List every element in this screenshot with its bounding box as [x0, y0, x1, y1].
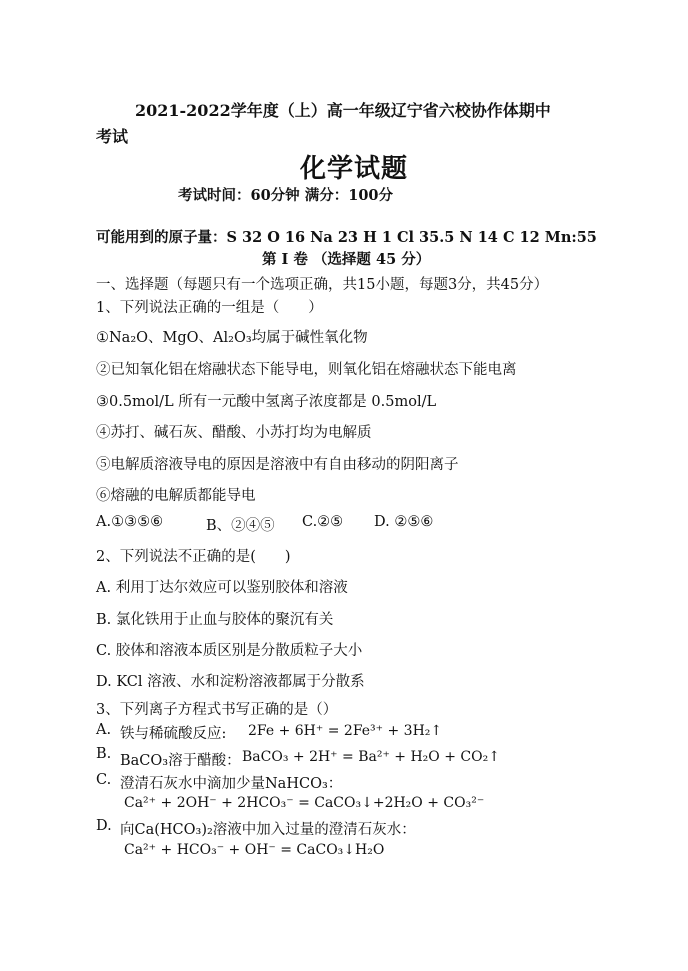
question-2-stem: 2、下列说法不正确的是( )	[96, 549, 291, 565]
q1-option-c: C.②⑤	[302, 514, 344, 530]
question-1-stem: 1、下列说法正确的一组是（ ）	[96, 300, 323, 316]
q1-item-5: ⑤电解质溶液导电的原因是溶液中有自由移动的阴阳离子	[96, 457, 459, 473]
volume-heading: 第 I 卷 （选择题 45 分）	[262, 251, 431, 268]
q3-option-b-text: BaCO₃溶于醋酸：	[120, 753, 241, 769]
q3-option-a-text: 铁与稀硫酸反应:	[120, 726, 227, 742]
q1-item-4: ④苏打、碱石灰、醋酸、小苏打均为电解质	[96, 425, 372, 441]
q3-option-b-equation: BaCO₃ + 2H⁺ = Ba²⁺ + H₂O + CO₂↑	[242, 749, 500, 765]
q1-item-1: ①Na₂O、MgO、Al₂O₃均属于碱性氧化物	[96, 330, 368, 346]
q3-option-d-equation: Ca²⁺ + HCO₃⁻ + OH⁻ = CaCO₃↓H₂O	[124, 842, 385, 858]
q3-option-d-label: D.	[96, 818, 112, 834]
exam-title-line1: 2021-2022学年度（上）高一年级辽宁省六校协作体期中	[135, 101, 551, 120]
q1-item-2: ②已知氧化铝在熔融状态下能导电，则氧化铝在熔融状态下能电离	[96, 362, 517, 378]
q3-option-c-text: 澄清石灰水中滴加少量NaHCO₃：	[120, 776, 343, 792]
q1-item-3: ③0.5mol/L 所有一元酸中氢离子浓度都是 0.5mol/L	[96, 394, 437, 410]
q1-option-d: D. ②⑤⑥	[374, 514, 434, 530]
exam-info: 考试时间：60分钟 满分：100分	[178, 187, 393, 204]
q1-option-a: A.①③⑤⑥	[96, 514, 164, 530]
q3-option-c-label: C.	[96, 772, 112, 788]
q2-option-d: D. KCl 溶液、水和淀粉溶液都属于分散系	[96, 674, 365, 690]
q1-option-b: B、②④⑤	[206, 518, 275, 534]
section-heading: 一、选择题（每题只有一个选项正确，共15小题，每题3分，共45分）	[96, 277, 549, 293]
q2-option-c: C. 胶体和溶液本质区别是分散质粒子大小	[96, 643, 363, 659]
q3-option-b-label: B.	[96, 746, 112, 762]
q2-option-a: A. 利用丁达尔效应可以鉴别胶体和溶液	[96, 580, 348, 596]
subject-title: 化学试题	[300, 154, 409, 184]
q3-option-d-text: 向Ca(HCO₃)₂溶液中加入过量的澄清石灰水：	[120, 822, 416, 838]
q3-option-a-label: A.	[96, 722, 112, 738]
atomic-masses: 可能用到的原子量：S 32 O 16 Na 23 H 1 Cl 35.5 N 14 C 12 Mn:55	[96, 229, 597, 246]
question-3-stem: 3、下列离子方程式书写正确的是（）	[96, 702, 338, 718]
q3-option-a-equation: 2Fe + 6H⁺ = 2Fe³⁺ + 3H₂↑	[248, 723, 443, 739]
q1-item-6: ⑥熔融的电解质都能导电	[96, 488, 256, 504]
q2-option-b: B. 氯化铁用于止血与胶体的聚沉有关	[96, 612, 334, 628]
exam-title-line2: 考试	[96, 127, 129, 146]
q3-option-c-equation: Ca²⁺ + 2OH⁻ + 2HCO₃⁻ = CaCO₃↓+2H₂O + CO₃²⁻	[124, 795, 485, 811]
